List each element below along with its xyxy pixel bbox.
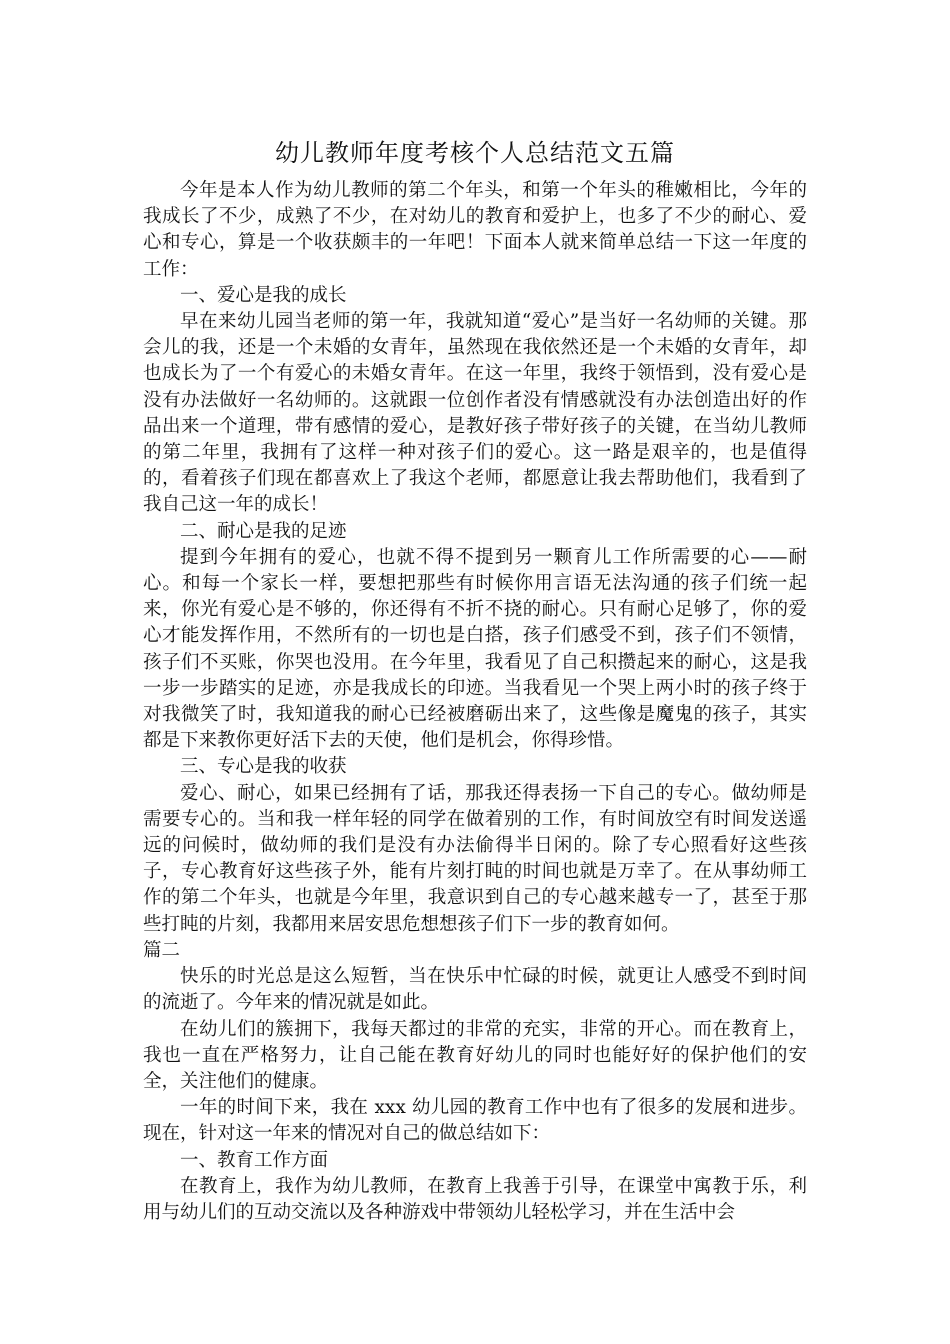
document-title: 幼儿教师年度考核个人总结范文五篇	[275, 139, 675, 167]
paragraph-daily: 在幼儿们的簇拥下，我每天都过的非常的充实，非常的开心。而在教育上，我也一直在严格努力，让自己能在教育好幼儿的同时也能好好的保护他们的安全，关注他们的健康。	[143, 1018, 807, 1092]
paragraph-summary: 一年的时间下来，我在 xxx 幼儿园的教育工作中也有了很多的发展和进步。现在，针对这一年来的情况对自己的做总结如下：	[143, 1097, 807, 1145]
section-heading-focus: 三、专心是我的收获	[180, 756, 347, 778]
paragraph-love: 早在来幼儿园当老师的第一年，我就知道“爱心”是当好一名幼师的关键。那会儿的我，还是一个未婚的女青年，虽然现在我依然还是一个未婚的女青年，却也成长为了一个有爱心的未婚女青年。在这一年里，我终于领悟到，没有爱心是没有办法做好一名幼师的。这就跟一位创作者没有情感就没有办法创造出好的作品出来一个道理，带有感情的爱心，是教好孩子带好孩子的关键，在当幼儿教师的第二年里，我拥有了这样一种对孩子们的爱心。这一路是艰辛的，也是值得的，看着孩子们现在都喜欢上了我这个老师，都愿意让我去帮助他们，我看到了我自己这一年的成长！	[143, 311, 807, 516]
paragraph-focus: 爱心、耐心，如果已经拥有了话，那我还得表扬一下自己的专心。做幼师是需要专心的。当和我一样年轻的同学在做着别的工作，有时间放空有时间发送遥远的问候时，做幼师的我们是没有办法偷得半日闲的。除了专心照看好这些孩子，专心教育好这些孩子外，能有片刻打盹的时间也就是万幸了。在从事幼师工作的第二个年头，也就是今年里，我意识到自己的专心越来越专一了，甚至于那些打盹的片刻，我都用来居安思危想想孩子们下一步的教育如何。	[143, 782, 807, 935]
section-heading-patience: 二、耐心是我的足迹	[180, 520, 347, 542]
section-heading-teaching: 一、教育工作方面	[180, 1149, 329, 1171]
document-body	[143, 178, 807, 1226]
part-two-heading: 篇二	[143, 939, 181, 961]
paragraph-patience: 提到今年拥有的爱心，也就不得不提到另一颗育儿工作所需要的心——耐心。和每一个家长一样，要想把那些有时候你用言语无法沟通的孩子们统一起来，你光有爱心是不够的，你还得有不折不挠的耐心。只有耐心足够了，你的爱心才能发挥作用，不然所有的一切也是白搭，孩子们感受不到，孩子们不领情，孩子们不买账，你哭也没用。在今年里，我看见了自己积攒起来的耐心，这是我一步一步踏实的足迹，亦是我成长的印迹。当我看见一个哭上两小时的孩子终于对我微笑了时，我知道我的耐心已经被磨砺出来了，这些像是魔鬼的孩子，其实都是下来教你更好活下去的天使，他们是机会，你得珍惜。	[143, 546, 807, 752]
section-heading-love: 一、爱心是我的成长	[180, 284, 347, 306]
paragraph-teaching: 在教育上，我作为幼儿教师，在教育上我善于引导，在课堂中寓教于乐，利用与幼儿们的互动交流以及各种游戏中带领幼儿轻松学习，并在生活中会	[143, 1175, 807, 1223]
paragraph-time: 快乐的时光总是这么短暂，当在快乐中忙碌的时候，就更让人感受不到时间的流逝了。今年来的情况就是如此。	[143, 966, 807, 1014]
paragraph-intro: 今年是本人作为幼儿教师的第二个年头，和第一个年头的稚嫩相比，今年的我成长了不少，成熟了不少，在对幼儿的教育和爱护上，也多了不少的耐心、爱心和专心，算是一个收获颇丰的一年吧！下面本人就来简单总结一下这一年度的工作：	[143, 180, 807, 280]
